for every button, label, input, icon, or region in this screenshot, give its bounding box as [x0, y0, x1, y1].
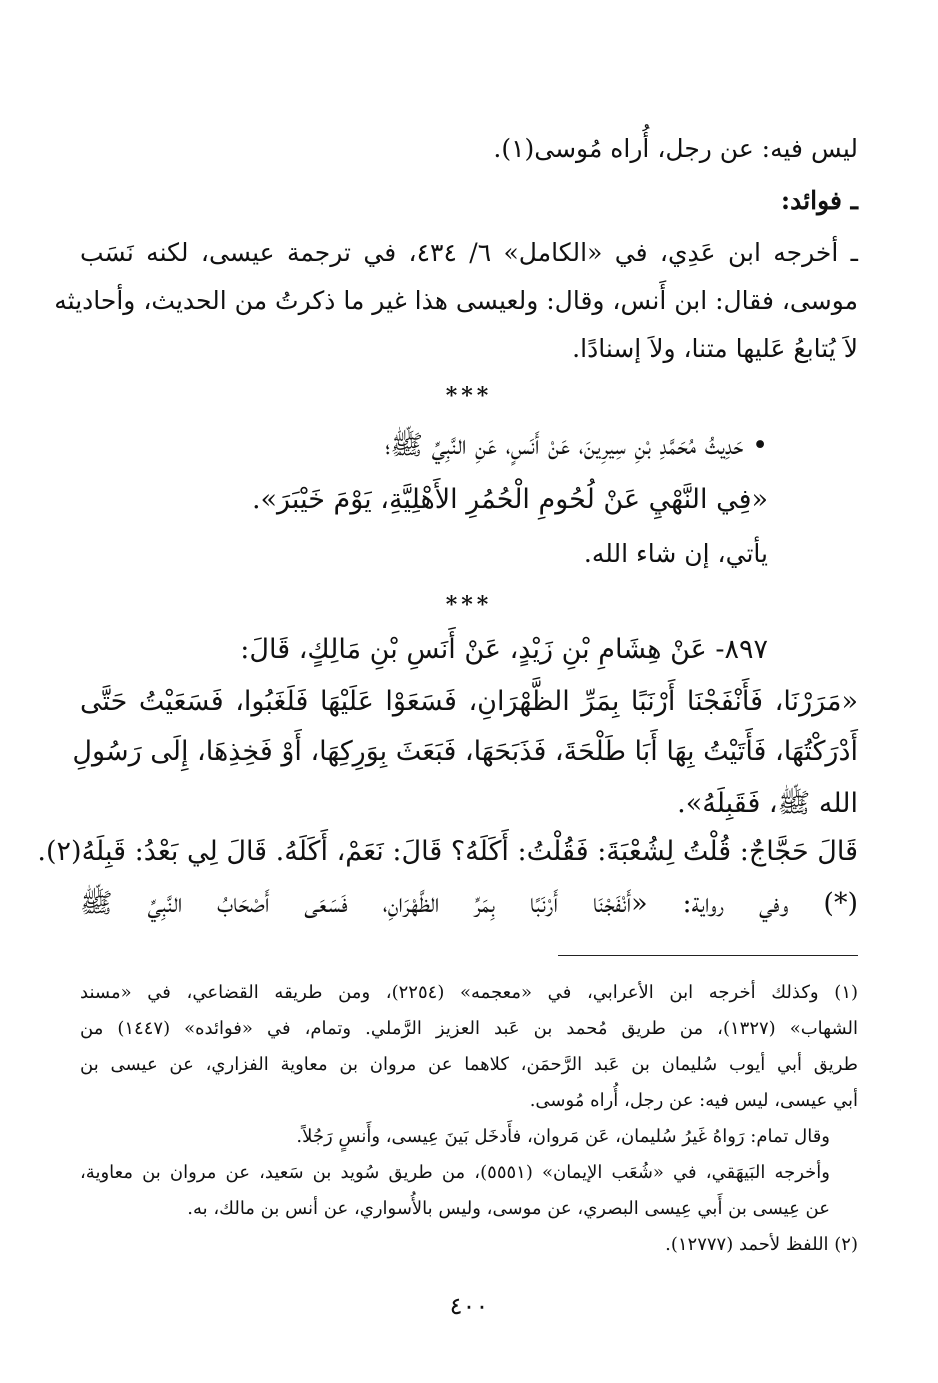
hadith-897-heading: ٨٩٧- عَنْ هِشَامِ بْنِ زَيْدٍ، عَنْ أَنَسِ بْنِ مَالِكٍ، قَالَ:	[240, 634, 768, 665]
hadith-897-text: أَدْرَكْتُهَا، فَأَتَيْتُ بِهَا أَبَا طَلْحَةَ، فَذَبَحَهَا، فَبَعَثَ بِوَرِكِهَا، أَوْ فَخِذِهَا، إِلَى رَسُولِ	[72, 736, 858, 767]
footnote-line: وقال تمام: رَواهُ غَيرُ سُليمان، عَن مَروان، فأَدخَل بَينَ عِيسى، وأَنسٍ رَجُلاً.	[296, 1126, 830, 1147]
hadith-897-text: الله ﷺ، فَقَبِلَهُ».	[677, 788, 858, 819]
footnote-line: طريق أبي أيوب سُليمان بن عَبد الرَّحمَن، كلاهما عن مروان بن معاوية الفزاري، عن عيسى بن	[80, 1054, 858, 1075]
hadith-heading: • حَدِيثُ مُحَمَّدِ بْنِ سِيرِينَ، عَنْ أَنَسٍ، عَنِ النَّبِيِّ ﷺ؛	[384, 430, 768, 461]
section-separator: ***	[445, 592, 493, 618]
text-line: ـ أخرجه ابن عَدِي، في «الكامل» ٦/ ٤٣٤، في ترجمة عيسى، لكنه نَسَب	[80, 238, 858, 267]
footnote-line: أبي عيسى، ليس فيه: عن رجل، أُراه مُوسى.	[529, 1090, 858, 1111]
text-line: يأتي، إن شاء الله.	[583, 539, 768, 568]
text-line: لاَ يُتابعُ عَليها متنا، ولاَ إسنادًا.	[572, 334, 858, 363]
footnote-line: (١) وكذلك أخرجه ابن الأعرابي، في «معجمه» (٢٢٥٤)، ومن طريقه القضاعي، في «مسند	[80, 982, 859, 1003]
text-line: ليس فيه: عن رجل، أُراه مُوسى(١).	[493, 134, 858, 163]
footnote-line: وأخرجه البَيهَقي، في «شُعَب الإيمان» (٥٥٥١)، من طريق سُويد بن سَعيد، عن مروان بن معاوية،	[80, 1162, 830, 1183]
hadith-text: «فِي النَّهْيِ عَنْ لُحُومِ الْحُمُرِ الأَهْلِيَّةِ، يَوْمَ خَيْبَرَ».	[251, 484, 768, 515]
footnote-rule	[558, 955, 858, 956]
section-separator: ***	[445, 383, 493, 409]
hadith-897-text: «مَرَرْنَا، فَأَنْفَجْنَا أَرْنَبًا بِمَرِّ الظَّهْرَانِ، فَسَعَوْا عَلَيْهَا فَلَغَبُوا، فَسَعَيْتُ حَتَّى	[80, 686, 858, 717]
footnote-line: عن عِيسى بن أَبي عِيسى البصري، عن موسى، وليس بالأُسواري، عن أنس بن مالك، به.	[187, 1198, 830, 1219]
page-number: ٤٠٠	[449, 1292, 489, 1320]
hadith-897-text: قَالَ حَجَّاجٌ: قُلْتُ لِشُعْبَةَ: فَقُلْتُ: أَكَلَهُ؟ قَالَ: نَعَمْ، أَكَلَهُ. قَالَ لِي بَعْدُ: قَبِلَهُ(٢).	[37, 836, 858, 867]
text-line: موسى، فقال: ابن أَنس، وقال: ولعيسى هذا غير ما ذكرتُ من الحديث، وأحاديثه	[54, 286, 858, 315]
footnote-line: (٢) اللفظ لأحمد (١٢٧٧٧).	[665, 1234, 858, 1255]
section-heading-fawaid: ـ فوائد:	[780, 186, 858, 215]
footnote-line: الشهاب» (١٣٢٧)، من طريق مُحمد بن عَبد العزيز الرَّملي. وتمام، في «فوائده» (١٤٤٧) من	[80, 1018, 858, 1039]
hadith-897-text: (*) وفي رواية: «أَنْفَجْنَا أَرْنَبًا بِمَرِّ الظَّهْرَانِ، فَسَعَى أَصْحَابُ النَّبِيِّ ﷺ	[80, 888, 858, 919]
